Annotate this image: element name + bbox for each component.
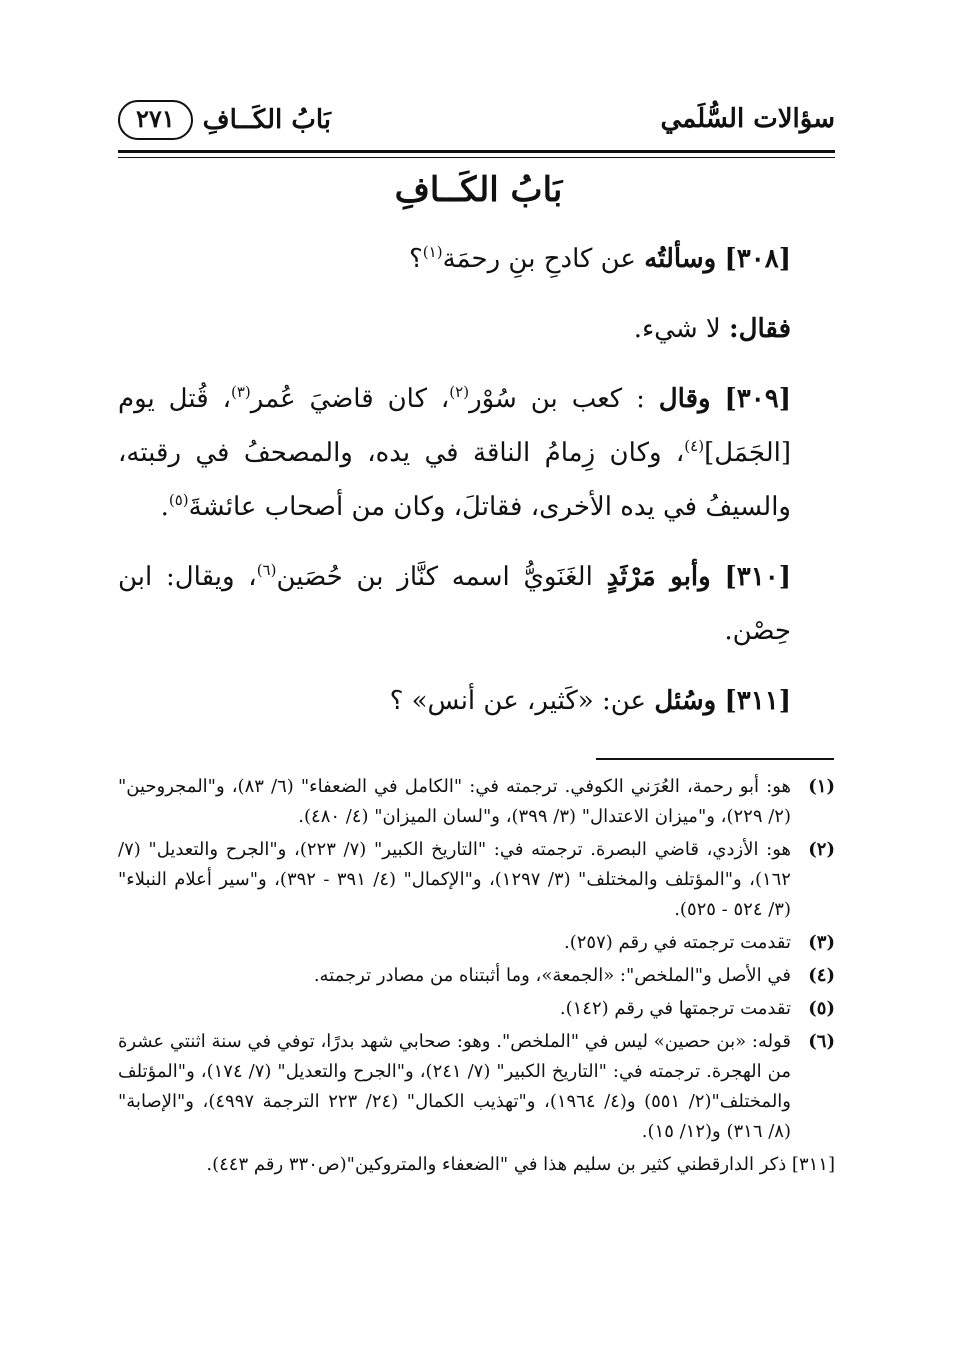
footnote-text: تقدمت ترجمته في رقم (٢٥٧). xyxy=(564,932,791,953)
entry-text: ، وكان زِمامُ الناقة في يده، والمصحفُ في رقبته، والسيفُ في يده الأخرى، فقاتلَ، وكان من أصحاب عائشةَ xyxy=(118,438,791,522)
footnote-text: هو: الأزدي، قاضي البصرة. ترجمته في: "التاريخ الكبير" (٧/ ٢٢٣)، و"الجرح والتعديل" (٧/ ١٦٢)، و"المؤتلف والمختلف" (٣/ ١٢٩٧)، و"الإكمال" (٤/ ٣٩١ - ٣٩٢)، و"سير أعلام النبلاء" (٣/ ٥٢٤ - ٥٢٥). xyxy=(118,839,791,920)
header-chapter-name: بَابُ الكَــافِ xyxy=(202,105,331,135)
entry-number: [٣١١] xyxy=(724,686,791,716)
page-number: ٢٧١ xyxy=(118,100,193,140)
footnote-text: في الأصل و"الملخص": «الجمعة»، وما أثبتناه من مصادر ترجمته. xyxy=(313,965,791,986)
entry-text: ، ويقال: ابن حِصْن. xyxy=(118,562,791,646)
header-rule-thin xyxy=(118,157,835,158)
footnote-ref: (٤) xyxy=(684,437,705,455)
main-text xyxy=(118,232,835,744)
footnotes xyxy=(118,772,835,1180)
book-title: سؤالات السُّلَمي xyxy=(660,104,835,134)
entry-lead: وسألتُه xyxy=(644,244,717,274)
entry-number: [٣٠٨] xyxy=(724,244,791,274)
footnote-ref: (٥) xyxy=(168,491,189,509)
running-header xyxy=(118,96,835,144)
entry-311 xyxy=(118,674,835,728)
footnote-text: هو: أبو رحمة، العُرَني الكوفي. ترجمته في: "الكامل في الضعفاء" (٦/ ٨٣)، و"المجروحين" (٢/ ٢٢٩)، و"ميزان الاعتدال" (٣/ ٣٩٩)، و"لسان الميزان" (٤/ ٤٨٠). xyxy=(118,776,791,827)
footnote-2 xyxy=(118,835,835,925)
chapter-heading: بَابُ الكَــافِ xyxy=(394,170,563,210)
footnote-text: قوله: «بن حصين» ليس في "الملخص". وهو: صحابي شهد بدرًا، توفي في سنة اثنتي عشرة من الهجرة. ترجمته في: "التاريخ الكبير" (٧/ ٢٤١)، و"الجرح والتعديل" (٧/ ١٧٤)، و"المؤتلف والمختلف"(٢/ ٥٥١) و(٤/ ١٩٦٤)، و"تهذيب الكمال" (٢٤/ ٢٢٣ الترجمة ٤٩٩٧)، و"الإصابة" (٨/ ٣١٦) و(١٢/ ١٥). xyxy=(118,1031,791,1142)
footnote-6 xyxy=(118,1027,835,1147)
entry-text: ، كان قاضيَ عُمر xyxy=(250,384,450,414)
footnote-4 xyxy=(118,961,835,991)
footnote-divider xyxy=(596,758,834,760)
footnote-3 xyxy=(118,928,835,958)
footnote-ref: (١) xyxy=(422,243,443,261)
entry-text: عن كادحِ بنِ رحمَة xyxy=(442,244,636,274)
entry-number: [٣٠٩] xyxy=(724,384,791,414)
entry-lead: وقال xyxy=(658,384,711,414)
footnote-text: تقدمت ترجمتها في رقم (١٤٢). xyxy=(559,998,791,1019)
footnote-5 xyxy=(118,994,835,1024)
footnote-number: (١) xyxy=(808,776,835,797)
entry-308 xyxy=(118,232,835,286)
entry-tail: . xyxy=(160,492,169,522)
footnote-number: (٢) xyxy=(808,839,835,860)
entry-309 xyxy=(118,372,835,534)
entry-text: ، قُتل يوم [الجَمَل] xyxy=(118,384,791,468)
footnote-ref: (٣) xyxy=(230,383,251,401)
entry-text: لا شيء. xyxy=(633,314,721,344)
footnote-1 xyxy=(118,772,835,832)
header-chapter-group xyxy=(118,100,331,140)
entry-308-answer xyxy=(118,302,835,356)
entry-number: [٣١٠] xyxy=(724,562,792,592)
entry-lead: وسُئل xyxy=(654,686,717,716)
entry-310 xyxy=(118,550,835,658)
entry-text: : كعب بن سُوْر xyxy=(469,384,645,414)
footnote-entry-note: [٣١١] ذكر الدارقطني كثير بن سليم هذا في "الضعفاء والمتروكين"(ص٣٣٠ رقم ٤٤٣). xyxy=(206,1154,835,1175)
footnote-ref: (٦) xyxy=(256,561,277,579)
entry-tail: ؟ xyxy=(408,244,423,274)
entry-text: الغَنَويُّ اسمه كنَّاز بن حُصَين xyxy=(276,562,593,592)
entry-lead: وأبو مَرْثَدٍ xyxy=(606,562,711,592)
header-rule-thick xyxy=(118,150,835,153)
footnote-number: (٦) xyxy=(808,1031,835,1052)
footnote-number: (٥) xyxy=(808,998,835,1019)
footnote-number: (٤) xyxy=(808,965,835,986)
footnote-ref: (٢) xyxy=(449,383,470,401)
footnote-number: (٣) xyxy=(808,932,835,953)
entry-lead: فقال: xyxy=(729,314,791,344)
entry-text: عن: «كَثير، عن أنس» ؟ xyxy=(389,686,647,716)
